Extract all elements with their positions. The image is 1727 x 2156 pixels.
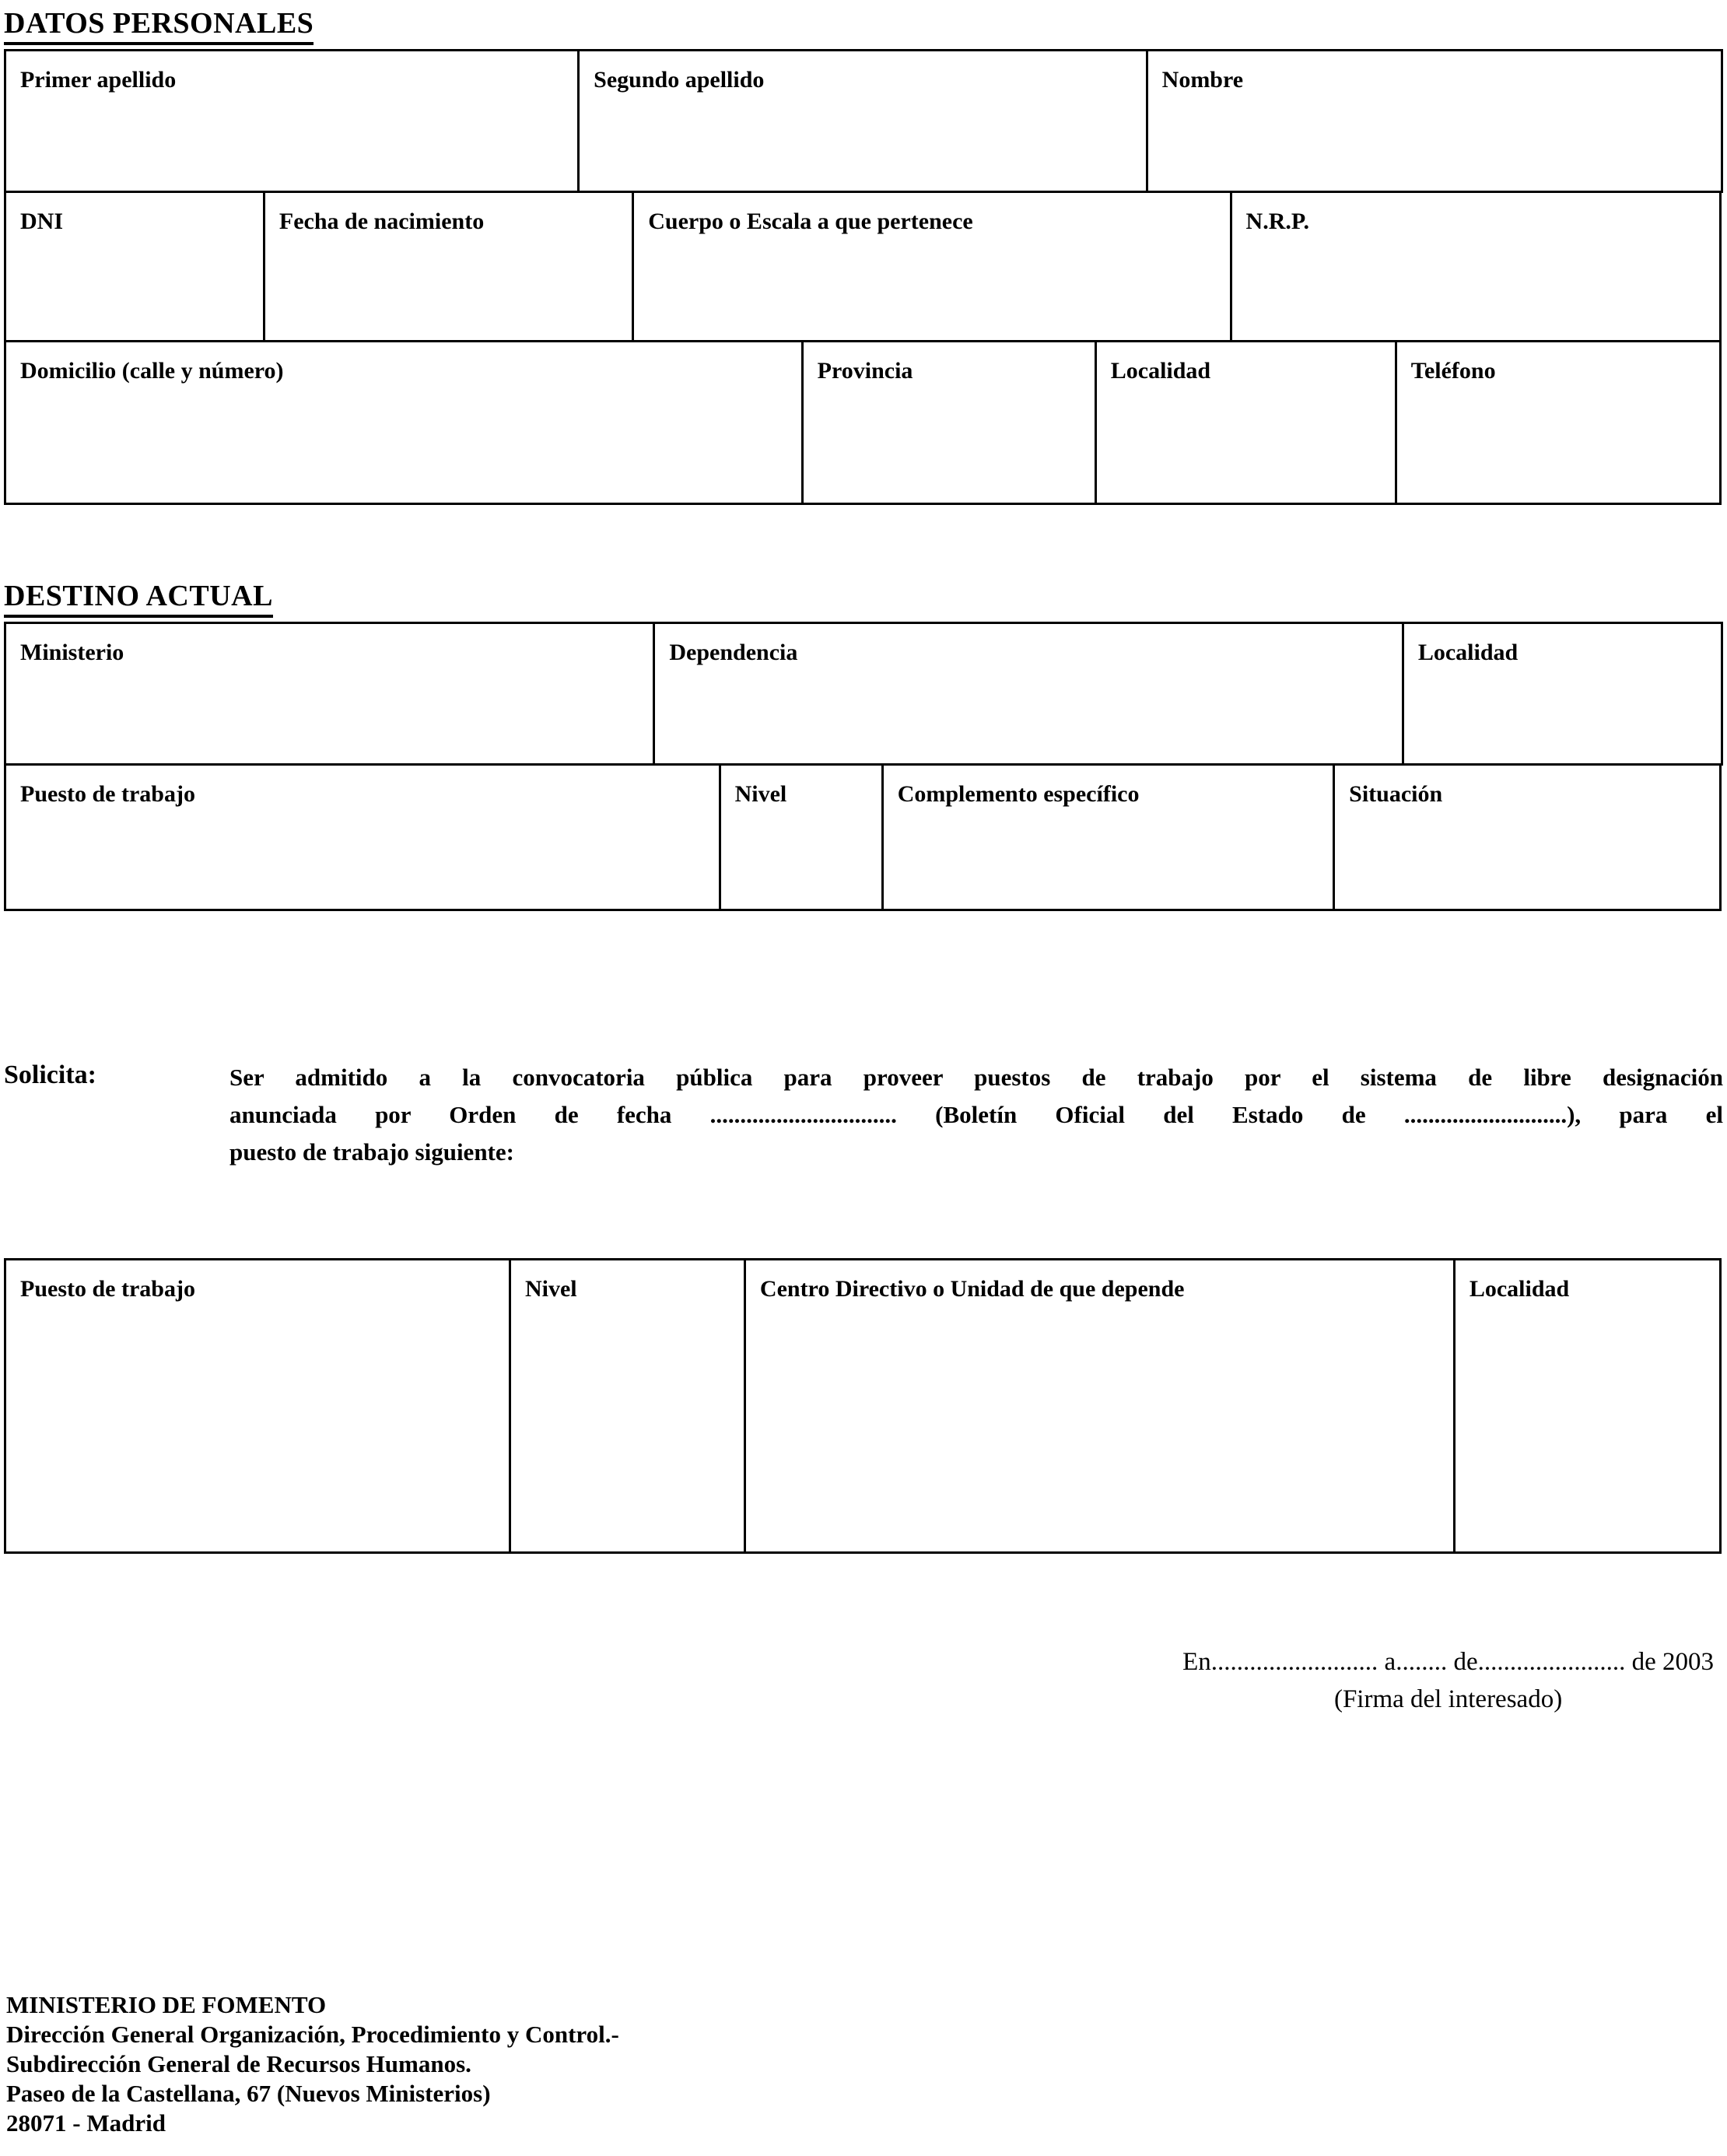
cell-nombre	[1146, 49, 1723, 193]
cell-puesto-trabajo-actual	[4, 763, 721, 911]
table-row	[4, 1258, 1723, 1554]
cell-cuerpo-escala	[632, 191, 1231, 342]
datos-personales-table	[4, 49, 1723, 505]
footer-address	[6, 1990, 619, 2138]
cell-nivel-solicitado	[509, 1258, 746, 1554]
section-heading-datos-personales-text: DATOS PERSONALES	[4, 6, 314, 45]
cell-segundo-apellido	[577, 49, 1148, 193]
cell-primer-apellido	[4, 49, 580, 193]
cell-puesto-trabajo-solicitado	[4, 1258, 511, 1554]
cell-provincia	[801, 340, 1097, 505]
table-row	[4, 191, 1723, 342]
cell-complemento-especifico	[881, 763, 1335, 911]
field-label: Dependencia	[669, 640, 798, 665]
field-label: Situación	[1349, 781, 1443, 807]
footer-line-ministerio: MINISTERIO DE FOMENTO	[6, 1991, 327, 2018]
field-label: Nivel	[524, 1276, 577, 1302]
cell-centro-directivo	[744, 1258, 1456, 1554]
footer-line-codigo-postal: 28071 - Madrid	[6, 2109, 166, 2137]
field-label: Cuerpo o Escala a que pertenece	[648, 209, 973, 234]
table-row	[4, 622, 1723, 766]
footer-line-direccion-general: Dirección General Organización, Procedimiento y Control.-	[6, 2021, 619, 2048]
field-label: Puesto de trabajo	[20, 781, 195, 807]
table-row	[4, 763, 1723, 911]
footer-line-calle: Paseo de la Castellana, 67 (Nuevos Ministerios)	[6, 2080, 491, 2107]
section-heading-destino-actual-text: DESTINO ACTUAL	[4, 579, 273, 618]
field-label: Localidad	[1469, 1276, 1570, 1302]
solicita-text-line: anunciada por Orden de fecha ............................... (Boletín Oficial del Estado de ...........................), para el	[229, 1101, 1723, 1128]
cell-localidad-domicilio	[1095, 340, 1397, 505]
cell-telefono	[1395, 340, 1722, 505]
field-label: Puesto de trabajo	[20, 1276, 195, 1302]
cell-dni	[4, 191, 265, 342]
signature-block	[1182, 1643, 1714, 1718]
cell-localidad-solicitada	[1453, 1258, 1722, 1554]
field-label: Nivel	[734, 781, 787, 807]
field-label: N.R.P.	[1245, 209, 1309, 234]
field-label: Centro Directivo o Unidad de que depende	[759, 1276, 1185, 1302]
field-label: Localidad	[1110, 358, 1211, 384]
field-label: Fecha de nacimiento	[278, 209, 485, 234]
cell-situacion	[1333, 763, 1721, 911]
field-label: Provincia	[817, 358, 913, 384]
field-label: Nombre	[1161, 67, 1244, 93]
field-label: Segundo apellido	[594, 67, 765, 93]
footer-line-subdireccion: Subdirección General de Recursos Humanos.	[6, 2050, 471, 2077]
solicita-text-line: Ser admitido a la convocatoria pública para proveer puestos de trabajo por el sistema de libre designación	[229, 1064, 1723, 1091]
section-heading-destino-actual	[4, 579, 1723, 618]
destino-actual-table	[4, 622, 1723, 911]
field-label: Domicilio (calle y número)	[20, 358, 284, 384]
cell-nrp	[1230, 191, 1722, 342]
field-label: DNI	[20, 209, 64, 234]
cell-domicilio	[4, 340, 804, 505]
cell-dependencia	[653, 622, 1404, 766]
field-label: Complemento específico	[897, 781, 1140, 807]
table-row	[4, 49, 1723, 193]
solicita-text	[229, 1059, 1723, 1171]
cell-localidad-destino	[1402, 622, 1723, 766]
solicita-section	[4, 1059, 1723, 1171]
solicita-text-line: puesto de trabajo siguiente:	[229, 1138, 514, 1166]
cell-nivel-actual	[719, 763, 884, 911]
firma-line: (Firma del interesado)	[1333, 1685, 1563, 1713]
solicita-label: Solicita:	[4, 1060, 96, 1089]
field-label: Teléfono	[1410, 358, 1496, 384]
cell-ministerio	[4, 622, 655, 766]
section-heading-datos-personales	[4, 6, 1723, 45]
cell-fecha-nacimiento	[263, 191, 634, 342]
puesto-solicitado-table	[4, 1258, 1723, 1554]
table-row	[4, 340, 1723, 505]
date-line: En.......................... a........ de....................... de 2003	[1182, 1648, 1714, 1676]
field-label: Primer apellido	[20, 67, 177, 93]
field-label: Ministerio	[20, 640, 124, 665]
field-label: Localidad	[1417, 640, 1519, 665]
